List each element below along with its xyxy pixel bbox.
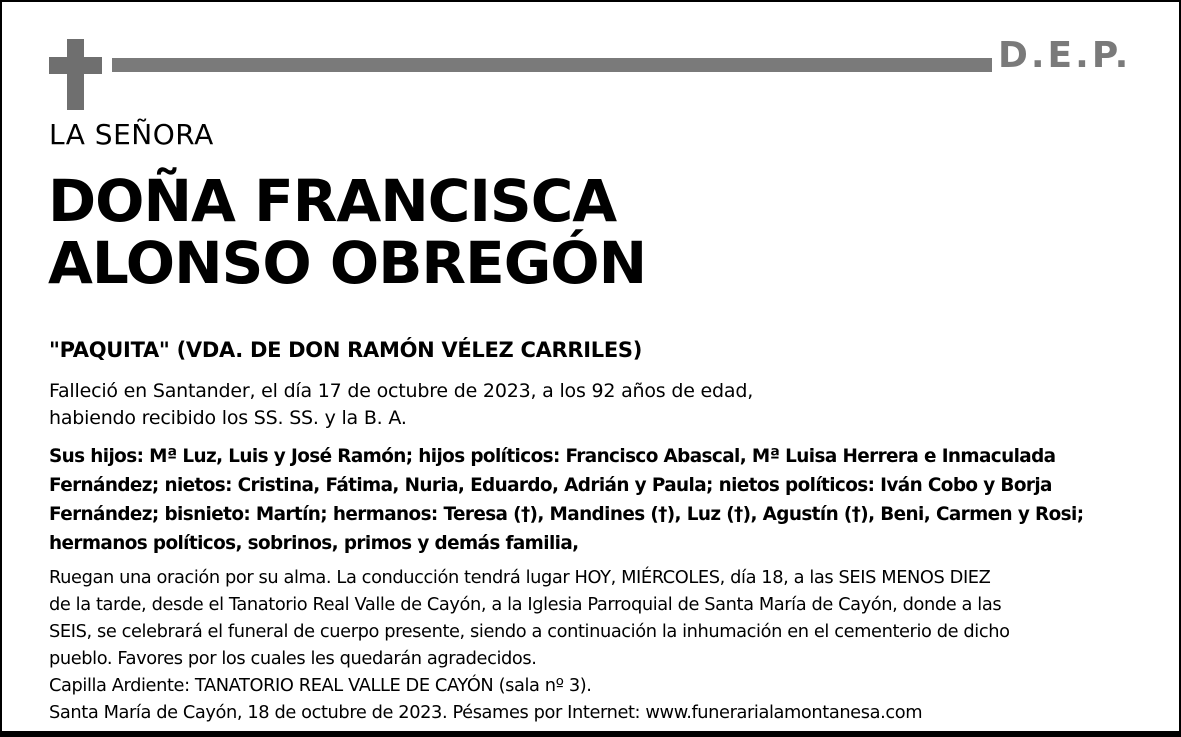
info-line-6: Santa María de Cayón, 18 de octubre de 2023. Pésames por Internet: www.funerarialamontanesa.com	[49, 702, 923, 723]
family-line-2: Fernández; nietos: Cristina, Fátima, Nuria, Eduardo, Adrián y Paula; nietos políticos: Iván Cobo y Borja	[49, 475, 1052, 496]
death-statement	[49, 378, 753, 432]
info-line-4: pueblo. Favores por los cuales les quedarán agradecidos.	[49, 648, 537, 669]
name-line-2: ALONSO OBREGÓN	[48, 229, 647, 297]
family-line-4: hermanos políticos, sobrinos, primos y demás familia,	[49, 533, 579, 554]
family-line-3: Fernández; bisnieto: Martín; hermanos: Teresa (†), Mandines (†), Luz (†), Agustín (†), Beni, Carmen y Rosi;	[49, 504, 1084, 525]
death-line-2: habiendo recibido los SS. SS. y la B. A.	[49, 407, 407, 429]
info-line-3: SEIS, se celebrará el funeral de cuerpo presente, siendo a continuación la inhumación en el cementerio de dicho	[49, 621, 1010, 642]
name-line-1: DOÑA FRANCISCA	[48, 167, 617, 235]
alias-line: "PAQUITA" (VDA. DE DON RAMÓN VÉLEZ CARRILES)	[49, 338, 643, 362]
header-rule	[112, 58, 992, 72]
dep-label: D.E.P.	[998, 35, 1132, 76]
pretitle: LA SEÑORA	[49, 118, 214, 151]
family-line-1: Sus hijos: Mª Luz, Luis y José Ramón; hijos políticos: Francisco Abascal, Mª Luisa Herrera e Inmaculada	[49, 446, 1056, 467]
info-line-1: Ruegan una oración por su alma. La conducción tendrá lugar HOY, MIÉRCOLES, día 18, a las SEIS MENOS DIEZ	[49, 567, 991, 588]
death-line-1: Falleció en Santander, el día 17 de octubre de 2023, a los 92 años de edad,	[49, 380, 754, 402]
family-list	[49, 442, 1159, 558]
info-line-5: Capilla Ardiente: TANATORIO REAL VALLE DE CAYÓN (sala nº 3).	[49, 675, 592, 696]
deceased-name	[48, 167, 647, 297]
ceremony-info	[49, 564, 1159, 726]
info-line-2: de la tarde, desde el Tanatorio Real Valle de Cayón, a la Iglesia Parroquial de Santa María de Cayón, donde a las	[49, 594, 1002, 615]
